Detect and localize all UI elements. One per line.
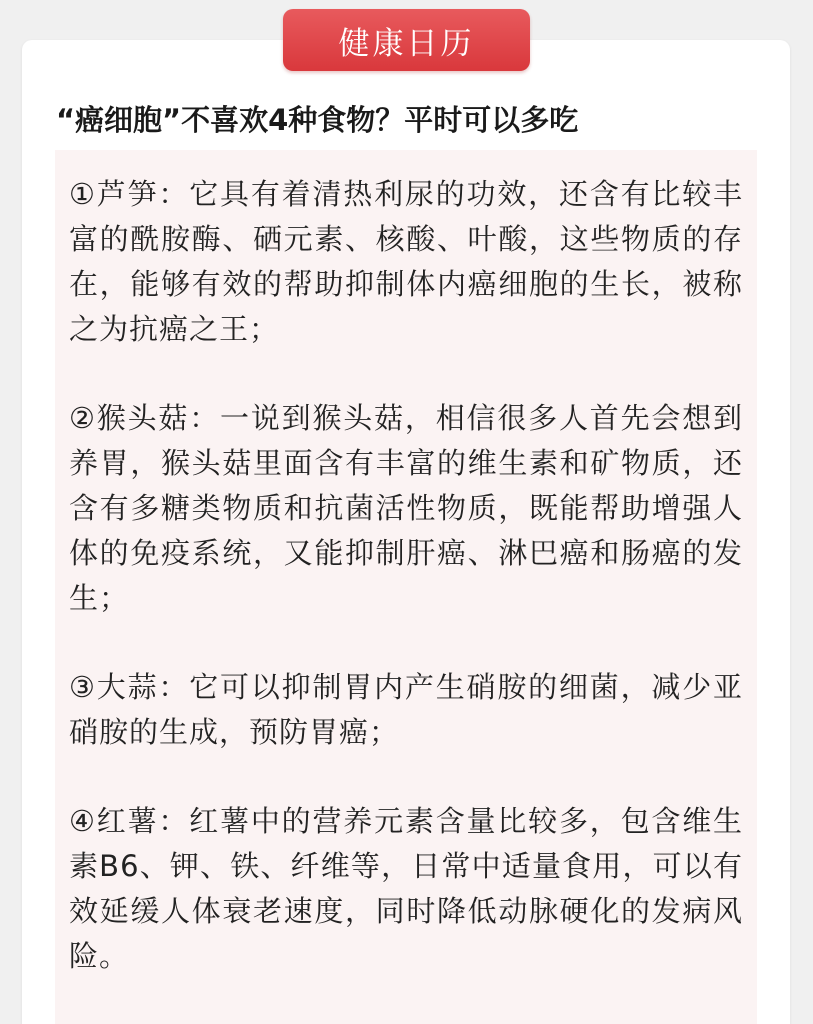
- article-title: “癌细胞”不喜欢4种食物？平时可以多吃: [56, 103, 579, 137]
- paragraph-sweet-potato: ④红薯：红薯中的营养元素含量比较多，包含维生素B6、钾、铁、纤维等，日常中适量食用，可以有效延缓人体衰老速度，同时降低动脉硬化的发病风险。: [69, 804, 743, 973]
- paragraph-garlic: ③大蒜：它可以抑制胃内产生硝胺的细菌，减少亚硝胺的生成，预防胃癌；: [69, 670, 743, 749]
- health-calendar-badge[interactable]: 健康日历: [283, 9, 530, 71]
- article-content: [55, 150, 757, 1024]
- paragraph-asparagus: ①芦笋：它具有着清热利尿的功效，还含有比较丰富的酰胺酶、硒元素、核酸、叶酸，这些物质的存在，能够有效的帮助抑制体内癌细胞的生长，被称之为抗癌之王；: [69, 177, 743, 346]
- paragraph-hericium: ②猴头菇：一说到猴头菇，相信很多人首先会想到养胃，猴头菇里面含有丰富的维生素和矿物质，还含有多糖类物质和抗菌活性物质，既能帮助增强人体的免疫系统，又能抑制肝癌、淋巴癌和肠癌的发生；: [69, 401, 743, 615]
